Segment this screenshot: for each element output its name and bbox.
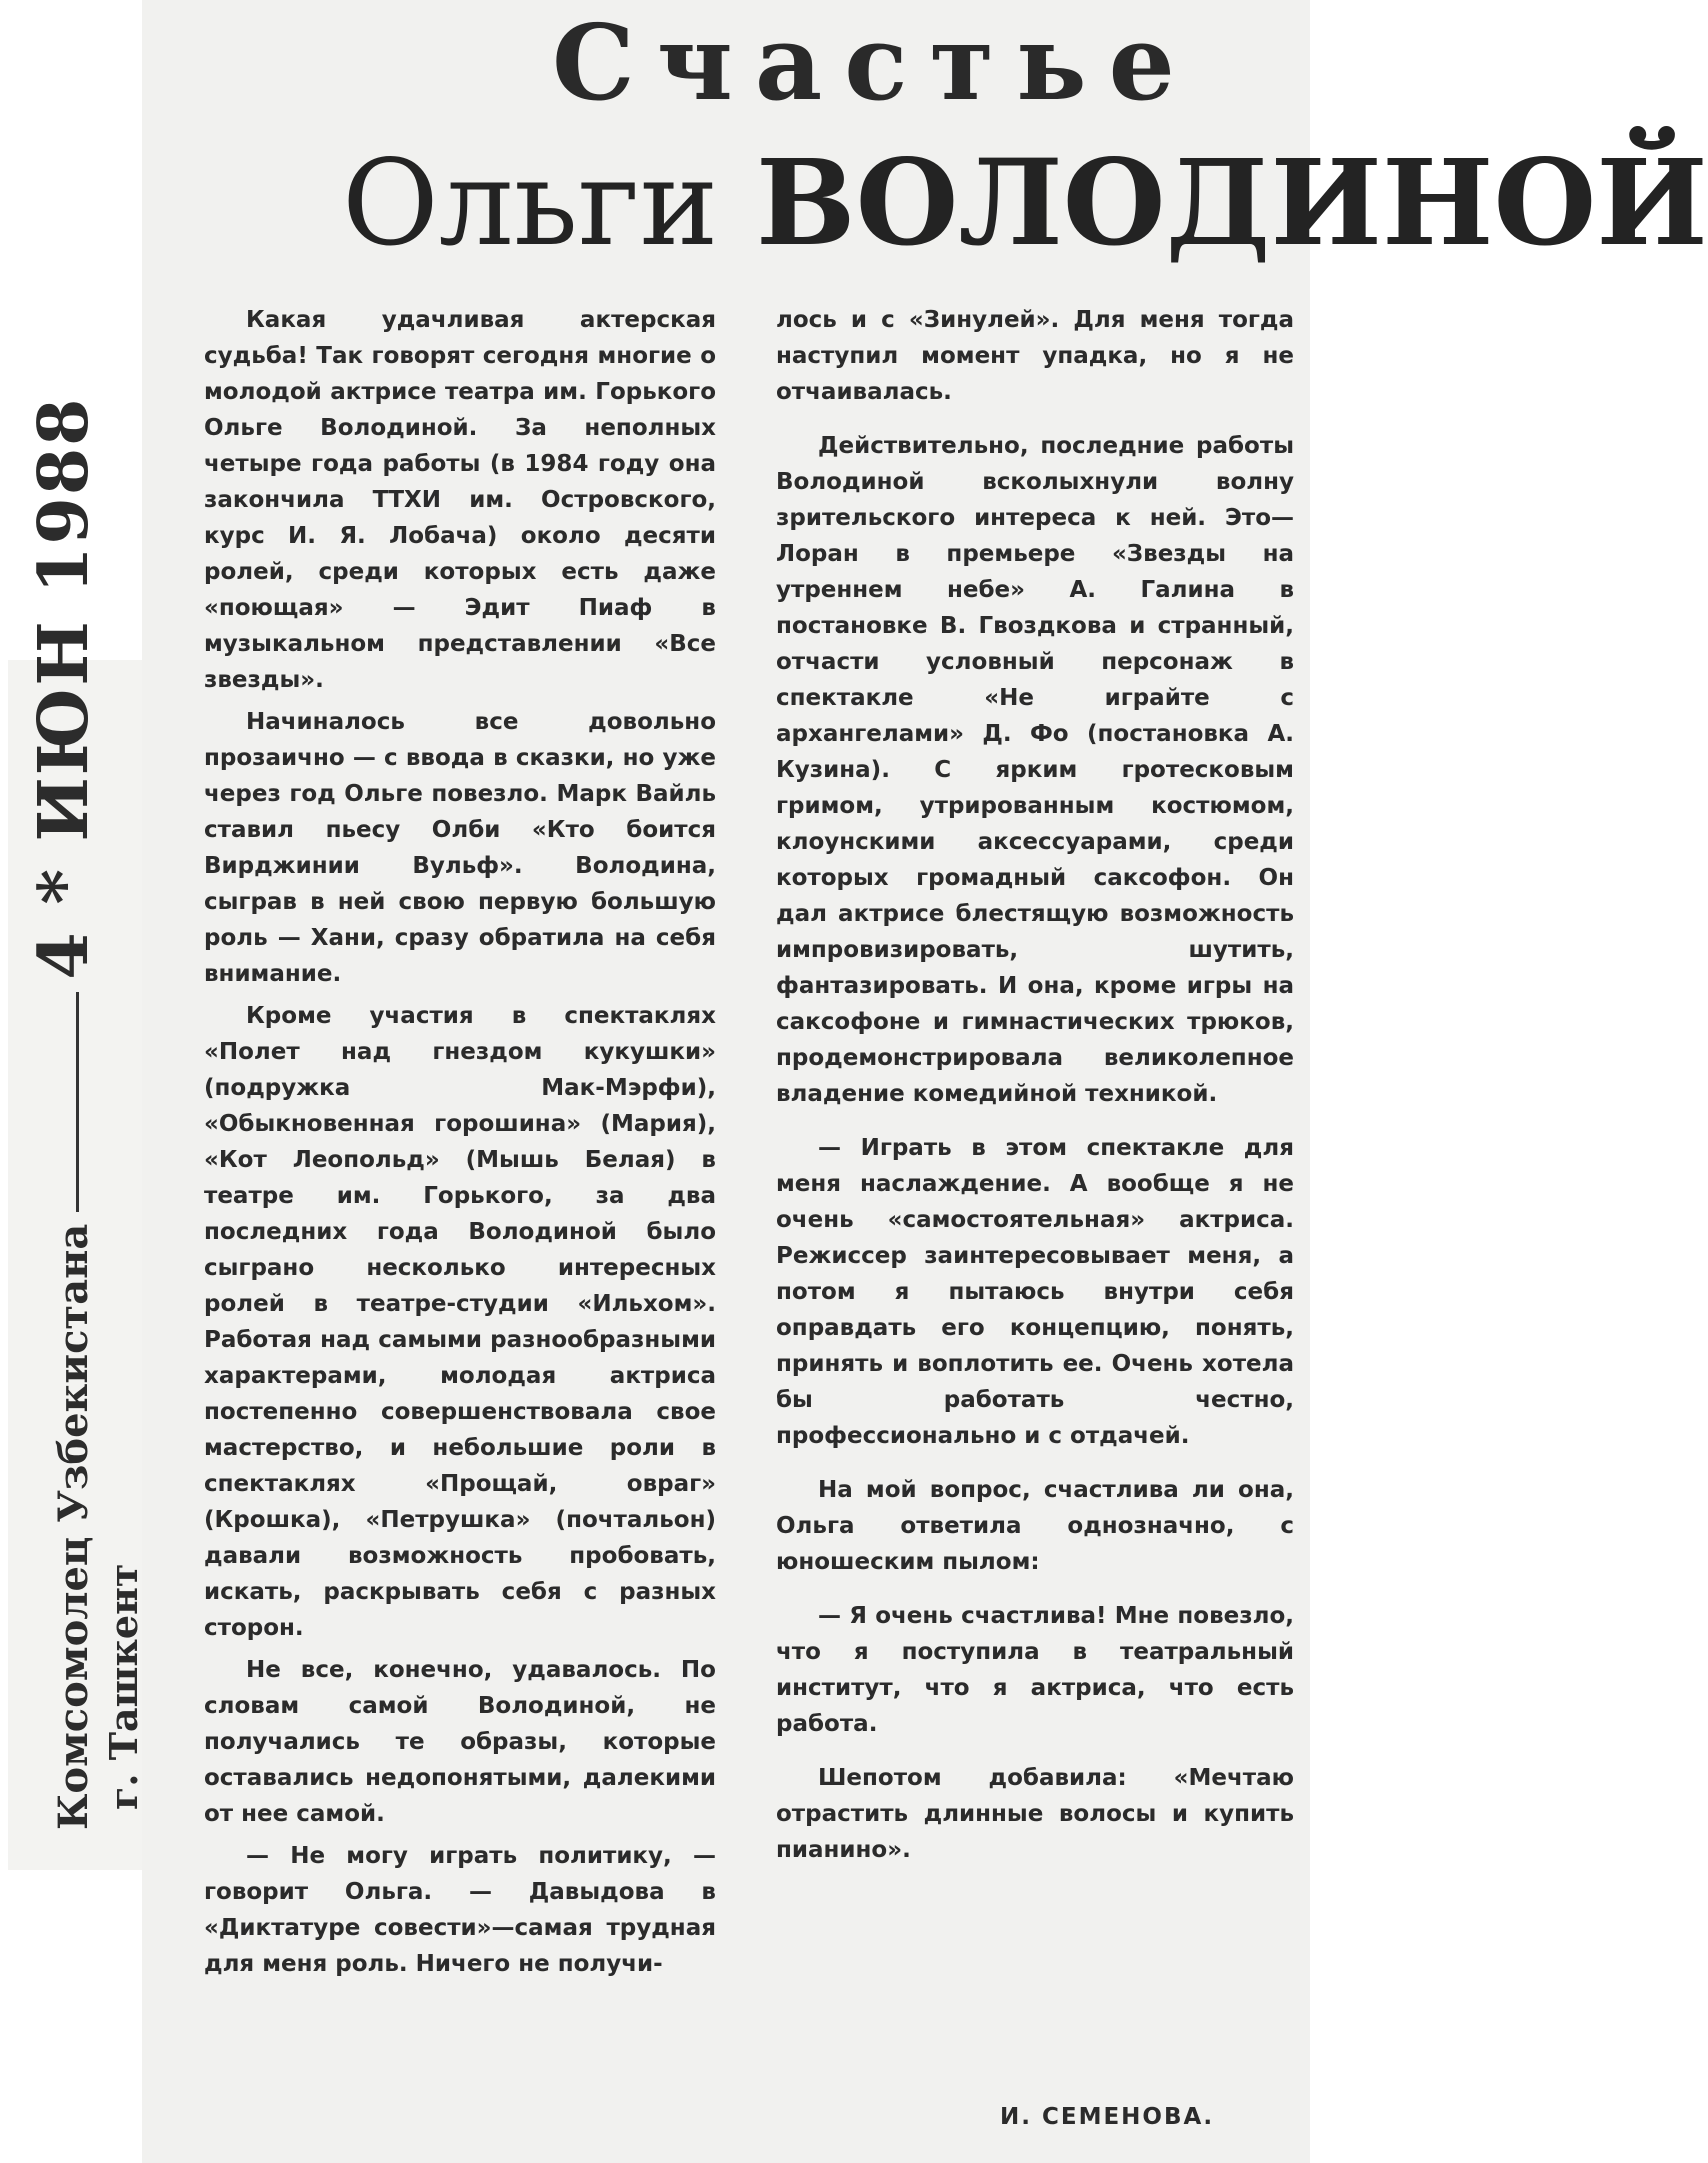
article-column-left: [204, 302, 716, 1988]
article-paragraph: Не все, конечно, удавалось. По словам самой Володиной, не получались те образы, которые оставались недопонятыми, далекими от нее самой.: [204, 1657, 716, 1827]
article-column-right: [776, 302, 1294, 1874]
article-paragraph: Действительно, последние работы Володиной всколыхнули волну зрительского интереса к ней. Это—Лоран в премьере «Звезды на утреннем небе» А. Галина в постановке В. Гвоздкова и странный, отчасти условный персонаж в спектакле «Не играйте с архангелами» Д. Фо (постановка А. Кузина). С ярким гротесковым гримом, утрированным костюмом, клоунскими аксессуарами, среди которых громадный саксофон. Он дал актрисе блестящую возможность импровизировать, шутить, фантазировать. И она, кроме игры на саксофоне и гимнастических трюков, продемонстрировала великолепное владение комедийной техникой.: [776, 433, 1294, 1107]
article-paragraph: — Я очень счастлива! Мне повезло, что я поступила в театральный институт, что я актриса, что есть работа.: [776, 1603, 1294, 1737]
stamp-city: г. Ташкент: [101, 1563, 146, 1810]
stamp-rule: [76, 992, 79, 1212]
article-paragraph: Какая удачливая актерская судьба! Так говорят сегодня многие о молодой актрисе театра им. Горького Ольге Володиной. За неполных четыре года работы (в 1984 году она закончила ТТХИ им. Островского, курс И. Я. Лобача) около десяти ролей, среди которых есть даже «поющая» — Эдит Пиаф в музыкальном представлении «Все звезды».: [204, 307, 716, 693]
headline-line-2: [342, 133, 1708, 272]
headline-line-2-bold: ВОЛОДИНОЙ: [755, 133, 1708, 272]
article-paragraph: Шепотом добавила: «Мечтаю отрастить длинные волосы и купить пианино».: [776, 1765, 1294, 1863]
headline-line-2-regular: Ольги: [342, 134, 756, 272]
headline-line-1: Счастье: [552, 1, 1197, 124]
stamp-line-1: [24, 396, 104, 1830]
article-paragraph: На мой вопрос, счастлива ли она, Ольга ответила однозначно, с юношеским пылом:: [776, 1477, 1294, 1575]
article-paragraph: — Играть в этом спектакле для меня наслаждение. А вообще я не очень «самостоятельная» актриса. Режиссер заинтересовывает меня, а потом я пытаюсь внутри себя оправдать его концепцию, понять, принять и воплотить ее. Очень хотела бы работать честно, профессионально и с отдачей.: [776, 1135, 1294, 1449]
article-paragraph: — Не могу играть политику, — говорит Ольга. — Давыдова в «Диктатуре совести»—самая трудная для меня роль. Ничего не получи-: [204, 1843, 716, 1977]
article-signature: И. СЕМЕНОВА.: [1000, 2104, 1215, 2130]
article-paragraph: Начиналось все довольно прозаично — с ввода в сказки, но уже через год Ольге повезло. Марк Вайль ставил пьесу Олби «Кто боится Вирджинии Вульф». Володина, сыграв в ней свою первую большую роль — Хани, сразу обратила на себя внимание.: [204, 709, 716, 987]
article-paragraph: Кроме участия в спектаклях «Полет над гнездом кукушки» (подружка Мак-Мэрфи), «Обыкновенная горошина» (Мария), «Кот Леопольд» (Мышь Белая) в театре им. Горького, за два последних года Володиной было сыграно несколько интересных ролей в театре-студии «Ильхом». Работая над самыми разнообразными характерами, молодая актриса постепенно совершенствовала свое мастерство, и небольшие роли в спектаклях «Прощай, овраг» (Крошка), «Петрушка» (почтальон) давали возможность пробовать, искать, раскрывать себя с разных сторон.: [204, 1003, 716, 1641]
stamp-date: 4 * ИЮН 1988: [24, 396, 104, 980]
headline: [142, 0, 1708, 272]
article-paragraph: лось и с «Зинулей». Для меня тогда наступил момент упадка, но я не отчаивалась.: [776, 307, 1294, 405]
stamp-newspaper-name: Комсомолец Узбекистана: [50, 1223, 97, 1830]
